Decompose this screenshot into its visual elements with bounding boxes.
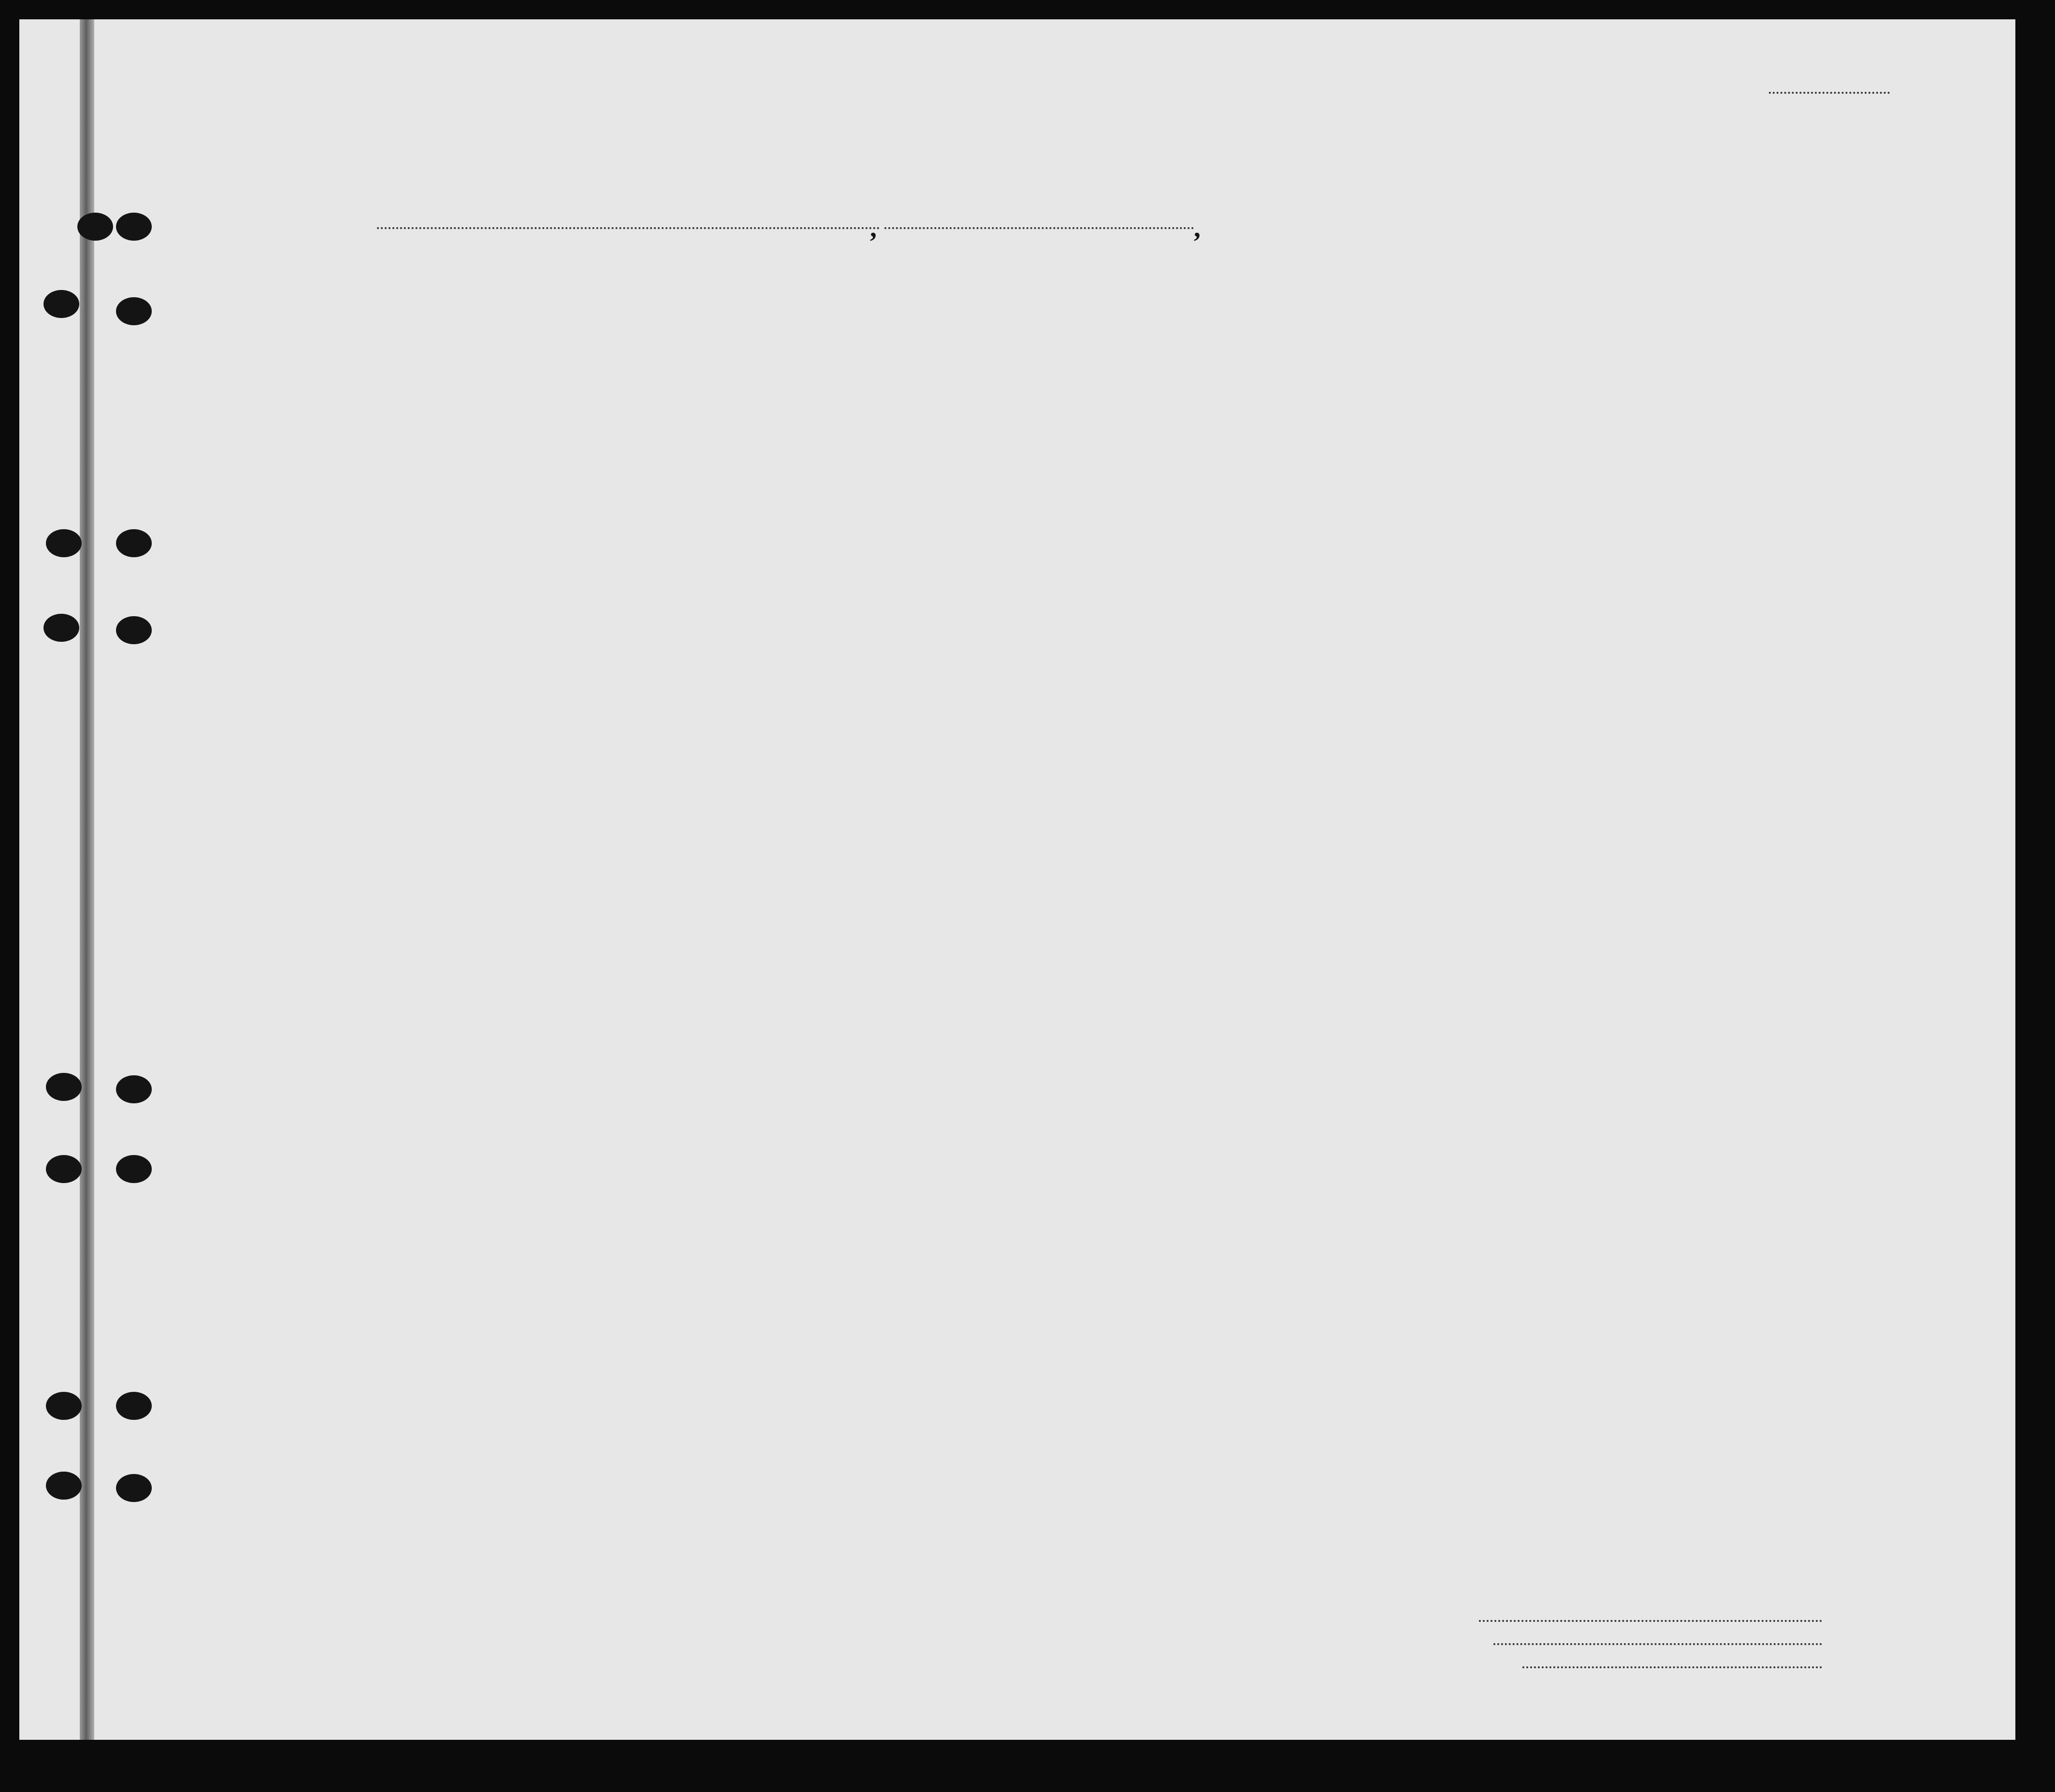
binder-hole — [116, 213, 152, 241]
comma: , — [1194, 213, 1201, 243]
comma: , — [870, 213, 877, 243]
date-blank — [884, 227, 1194, 229]
agents-blank — [1522, 1666, 1822, 1668]
list-blank — [1769, 92, 1890, 94]
manifest-table — [19, 242, 1953, 1575]
owners-blank — [1493, 1643, 1822, 1645]
port-blank — [377, 227, 880, 229]
binder-hole — [77, 213, 113, 241]
line-blank — [1479, 1620, 1822, 1622]
